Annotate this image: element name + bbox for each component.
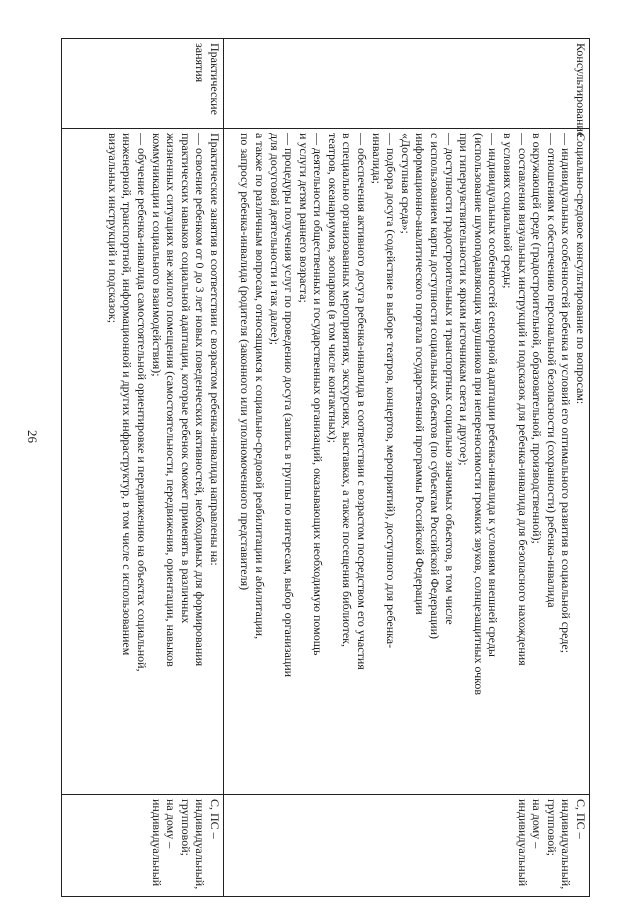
content-line: — отношениям к обеспечению персональной безопасности (сохранности) ребенка-инвалида <box>544 133 559 608</box>
content-line: Практические занятия в соответствии с возрастом ребенка-инвалида направлены на: <box>208 133 222 566</box>
content-line: с использованием карты доступности социальных объектов (по субъектам Российской Федерации) <box>428 133 443 640</box>
service-content-cell <box>224 129 590 795</box>
form-line: групповой; <box>544 799 559 856</box>
content-line: по запросу ребенка-инвалида (родителя (законного или уполномоченного представителя) <box>238 133 253 591</box>
rotated-table-container <box>62 38 590 896</box>
content-line: инженерной, транспортной, информационной и других инфраструктур, в том числе с использованием <box>120 133 135 656</box>
content-line: Социально-средовое консультирование по вопросам: <box>574 133 588 405</box>
content-line: — освоение ребенком от 0 до 3 лет новых поведенческих активностей, необходимых для формирования <box>193 133 208 667</box>
table-row-consulting <box>224 39 590 897</box>
content-line: — подбора досуга (содействие в выборе театров, концертов, мероприятий), доступного для ребенка- <box>384 133 399 649</box>
content-line: — деятельности общественных и государственных организаций, оказывающих необходимую помощь <box>311 133 326 656</box>
content-line: — составления визуальных инструкций и подсказок для ребенка-инвалида для безопасного нахождения <box>515 133 530 666</box>
page-number: 26 <box>25 430 40 443</box>
content-line: при гиперчувствительности к ярким источникам света и другое); <box>457 133 472 466</box>
form-line: индивидуальный, <box>193 799 208 890</box>
table-row-practical <box>62 39 224 897</box>
content-line: (использование шумоподавляющих наушников при непереносимости громких звуков, солнцезащитных очков <box>471 133 486 696</box>
service-name: Практические занятия <box>193 43 222 115</box>
content-line: и услуги детям раннего возраста; <box>296 133 311 303</box>
form-line: групповой; <box>178 799 193 856</box>
content-line: коммуникации и социального взаимодействия); <box>149 133 164 377</box>
content-line: — индивидуальных особенностей сенсорной адаптации ребенка-инвалида к условиям внешней среды <box>486 133 501 657</box>
content-line: — доступности градостроительных и транспортных социально значимых объектов, в том числе <box>442 133 457 625</box>
service-name: Консультирование <box>574 43 588 138</box>
form-cell <box>62 795 224 897</box>
service-content-cell <box>62 129 224 795</box>
content-line: в условиях социальной среды; <box>501 133 516 289</box>
service-name-cell <box>224 39 590 138</box>
content-line: инвалида; <box>369 133 384 184</box>
form-line: индивидуальный, <box>559 799 574 890</box>
services-table <box>61 38 590 897</box>
content-line: визуальных инструкций и подсказок; <box>105 133 120 324</box>
content-line: «Доступная среда»; <box>398 133 413 234</box>
form-line: на дому – <box>530 799 545 849</box>
form-line: индивидуальный <box>515 799 530 887</box>
content-line: театров, океанариумов, зоопарков (в том числе контактных); <box>325 133 340 443</box>
form-line: индивидуальный <box>149 799 164 887</box>
content-line: — обучение ребенка-инвалида самостоятельной ориентировке и передвижению на объектах социальной, <box>135 133 150 672</box>
form-line: С, ПС – <box>574 799 588 839</box>
content-line: жизненных ситуациях вне жилого помещения (самостоятельности, передвижения, ориентации, навыков <box>164 133 179 667</box>
content-line: — индивидуальных особенностей ребенка и условий его оптимального развития в социальной среде; <box>559 133 574 654</box>
content-line: в окружающей среде (градостроительной, образовательной, производственной); <box>530 133 545 544</box>
form-line: С, ПС – <box>208 799 222 839</box>
content-line: — обеспечения активного досуга ребенка-инвалида в соответствии с возрастом посредством его участия <box>355 133 370 670</box>
content-line: — процедуры получения услуг по проведению досуга (запись в группы по интересам, выбор организации <box>282 133 297 678</box>
service-name-cell <box>62 39 224 129</box>
form-line: на дому – <box>164 799 179 849</box>
form-cell <box>224 795 590 897</box>
content-line: в специально организованных мероприятиях, экскурсиях, выставках, а также посещения библиотек, <box>340 133 355 647</box>
content-line: а также по различным вопросам, относящимся к социально-средовой реабилитации и абилитации, <box>252 133 267 640</box>
content-line: практических навыков социальной адаптации, которые ребенок сможет применять в различных <box>178 133 193 624</box>
content-line: для досуговой деятельности и так далее); <box>267 133 282 345</box>
content-line: информационно-аналитического портала государственной программы Российской Федерации <box>413 133 428 615</box>
